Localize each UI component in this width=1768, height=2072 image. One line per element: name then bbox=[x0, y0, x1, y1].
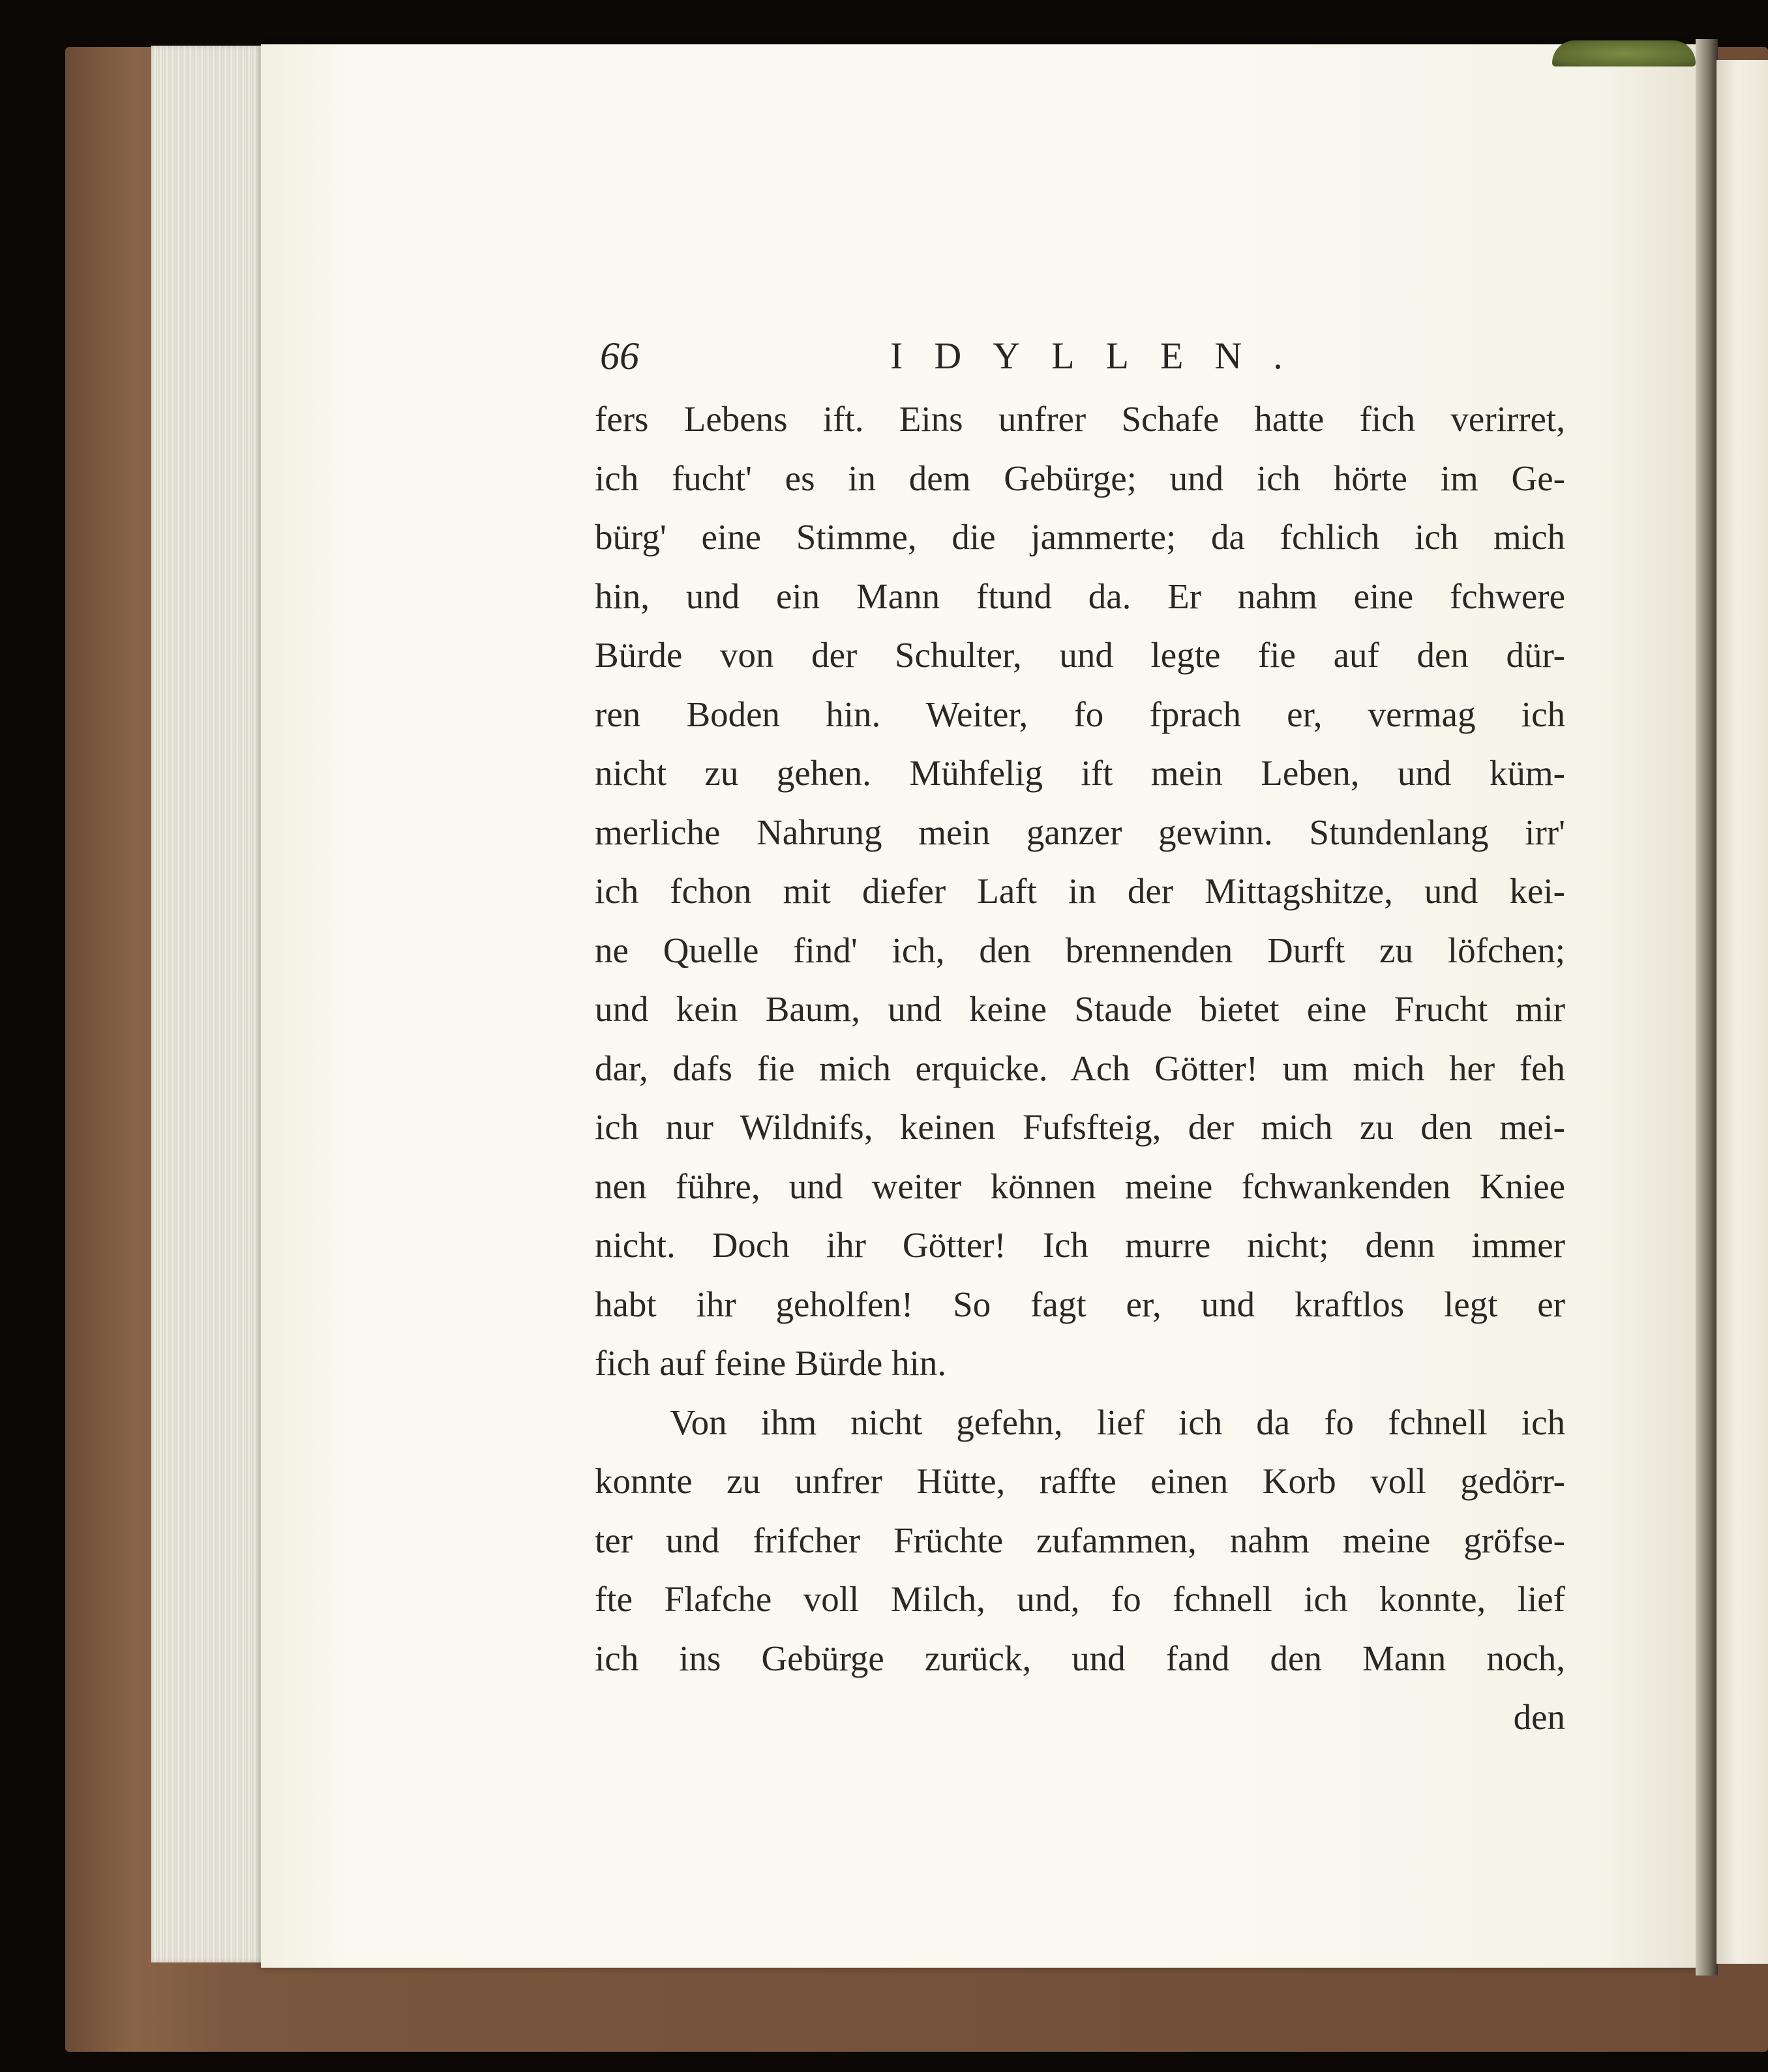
text-line: konnte zu unfrer Hütte, raffte einen Korb voll gedörr- bbox=[595, 1461, 1565, 1501]
paragraph-end-line: fich auf feine Bürde hin. bbox=[595, 1343, 947, 1383]
text-line: und kein Baum, und keine Staude bietet eine Frucht mir bbox=[595, 989, 1565, 1029]
text-line: Bürde von der Schulter, und legte fie auf den dür- bbox=[595, 635, 1565, 675]
text-line: fte Flafche voll Milch, und, fo fchnell ich konnte, lief bbox=[595, 1579, 1565, 1619]
text-line: habt ihr geholfen! So fagt er, und kraftlos legt er bbox=[595, 1284, 1565, 1324]
facing-page-edge bbox=[1716, 60, 1768, 1964]
page-header bbox=[600, 334, 1572, 386]
text-line: nen führe, und weiter können meine fchwankenden Kniee bbox=[595, 1166, 1565, 1206]
text-line: nicht zu gehen. Mühfelig ift mein Leben, und küm- bbox=[595, 753, 1565, 793]
text-line: merliche Nahrung mein ganzer gewinn. Stundenlang irr' bbox=[595, 812, 1565, 852]
text-line: ich fucht' es in dem Gebürge; und ich hörte im Ge- bbox=[595, 458, 1565, 498]
text-line: ich fchon mit diefer Laft in der Mittagshitze, und kei- bbox=[595, 871, 1565, 911]
text-line: nicht. Doch ihr Götter! Ich murre nicht; denn immer bbox=[595, 1225, 1565, 1265]
catchword: den bbox=[1513, 1697, 1565, 1737]
text-line: fers Lebens ift. Eins unfrer Schafe hatte fich verirret, bbox=[595, 399, 1565, 439]
paragraph-start-line: Von ihm nicht gefehn, lief ich da fo fchnell ich bbox=[670, 1402, 1565, 1442]
page-edges bbox=[151, 46, 269, 1962]
text-line: hin, und ein Mann ftund da. Er nahm eine fchwere bbox=[595, 576, 1565, 616]
text-line: dar, dafs fie mich erquicke. Ach Götter! um mich her feh bbox=[595, 1048, 1565, 1088]
body-text bbox=[595, 390, 1565, 1747]
running-head: IDYLLEN. bbox=[890, 334, 1314, 377]
text-line: bürg' eine Stimme, die jammerte; da fchlich ich mich bbox=[595, 517, 1565, 557]
page-number: 66 bbox=[600, 334, 639, 377]
text-line: ich nur Wildnifs, keinen Fufsfteig, der mich zu den mei- bbox=[595, 1107, 1565, 1147]
text-line: ren Boden hin. Weiter, fo fprach er, vermag ich bbox=[595, 694, 1565, 734]
text-line: ter und frifcher Früchte zufammen, nahm meine gröfse- bbox=[595, 1520, 1565, 1560]
book-gutter bbox=[1696, 39, 1718, 1976]
text-line: ich ins Gebürge zurück, und fand den Mann noch, bbox=[595, 1638, 1565, 1678]
text-line: ne Quelle find' ich, den brennenden Durft zu löfchen; bbox=[595, 930, 1565, 970]
ribbon-bookmark bbox=[1552, 40, 1696, 67]
